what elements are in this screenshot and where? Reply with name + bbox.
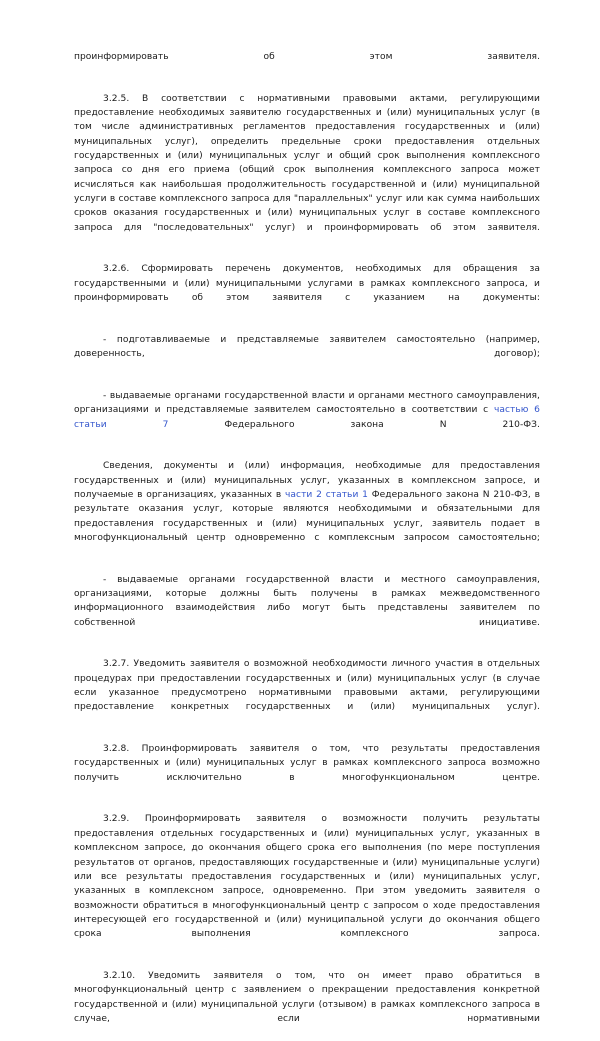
paragraph-3-2-7: 3.2.7. Уведомить заявителя о возможной необходимости личного участия в отдельных процедурах при предоставлении государственных и (или) муниципальных услуг (в случае если указанное предусмотрено нормативными правовыми актами, регулирующими предоставление конкретных государственных и (или) муниципальных услуг). <box>74 659 540 713</box>
law-link-part-6-article-7[interactable]: частью 6 статьи 7 <box>74 405 541 430</box>
document-text-body <box>74 50 540 1041</box>
paragraph-3-2-6-item-d: - выдаваемые органами государственной власти и местного самоуправления, организациями, которые должны быть получены в рамках межведомственного информационного взаимодействия либо могут быть представлены заявителем по собственной инициативе. <box>74 574 540 628</box>
paragraph-3-2-6-note <box>74 459 540 559</box>
law-link-part-2-article-1[interactable]: части 2 статьи 1 <box>285 489 369 500</box>
paragraph-3-2-9: 3.2.9. Проинформировать заявителя о возможности получить результаты предоставления отдельных государственных и (или) муниципальных услуг, указанных в комплексном запросе, до окончания общего срока его выполнения (по мере поступления результатов от органов, предоставляющих государственные и (или) муниципальные услуги) или все результаты предоставления государственных и (или) муниципальных услуг, указанных в комплексном запросе, одновременно. При этом уведомить заявителя о возможности обратиться в многофункциональный центр с запросом о ходе предоставления интересующей его государственной и (или) муниципальной услуги до окончания общего срока выполнения комплексного запроса. <box>74 814 540 940</box>
paragraph-3-2-6-item-b-text-after: Федерального закона N 210-ФЗ. <box>168 419 540 430</box>
paragraph-3-2-6: 3.2.6. Сформировать перечень документов, необходимых для обращения за государственными и (или) муниципальными услугами в рамках комплексного запроса, и проинформировать об этом заявителя с указанием на документы: <box>74 264 540 304</box>
paragraph-3-2-5: 3.2.5. В соответствии с нормативными правовыми актами, регулирующими предоставление необходимых заявителю государственных и (или) муниципальных услуг (в том числе административных регламентов предоставления государственных и (или) муниципальных услуг), определить предельные сроки предоставления отдельных государственных и (или) муниципальных услуг и общий срок выполнения комплексного запроса со дня его приема (общий срок выполнения комплексного запроса может исчисляться как наибольшая продолжительность государственной и (или) муниципальной услуги в составе комплексного запроса для "параллельных" услуг или как сумма наибольших сроков оказания государственных и (или) муниципальных услуг в составе комплексного запроса для "последовательных" услуг) и проинформировать об этом заявителя. <box>74 93 540 233</box>
paragraph-3-2-8: 3.2.8. Проинформировать заявителя о том, что результаты предоставления государственных и (или) муниципальных услуг в рамках комплексного запроса возможно получить исключительно в многофункциональном центре. <box>74 744 540 783</box>
paragraph-3-2-6-item-b <box>74 389 540 446</box>
paragraph-3-2-6-item-a: - подготавливаемые и представляемые заявителем самостоятельно (например, доверенность, договор); <box>74 334 540 360</box>
paragraph-3-2-10: 3.2.10. Уведомить заявителя о том, что он имеет право обратиться в многофункциональный центр с заявлением о прекращении предоставления конкретной государственной и (или) муниципальной услуги (отзывом) в рамках комплексного запроса в случае, если нормативными <box>74 970 540 1024</box>
paragraph-carryover: проинформировать об этом заявителя. <box>74 52 540 62</box>
paragraph-3-2-6-note-text-before: Сведения, документы и (или) информация, необходимые для предоставления государственных и (или) муниципальных услуг, указанных в комплексном запросе, и получаемые в организациях, указанных в <box>74 461 540 500</box>
paragraph-3-2-6-item-b-text-before: - выдаваемые органами государственной власти и органами местного самоуправления, организациями и представляемые заявителем самостоятельно в соответствии с <box>74 390 540 416</box>
paragraph-3-2-6-note-text-after: Федерального закона N 210-ФЗ, в результате оказания услуг, которые являются необходимыми и обязательными для предоставления государственных и (или) муниципальных услуг, заявитель подает в многофункциональный центр одновременно с комплексным запросом самостоятельно; <box>74 489 540 543</box>
